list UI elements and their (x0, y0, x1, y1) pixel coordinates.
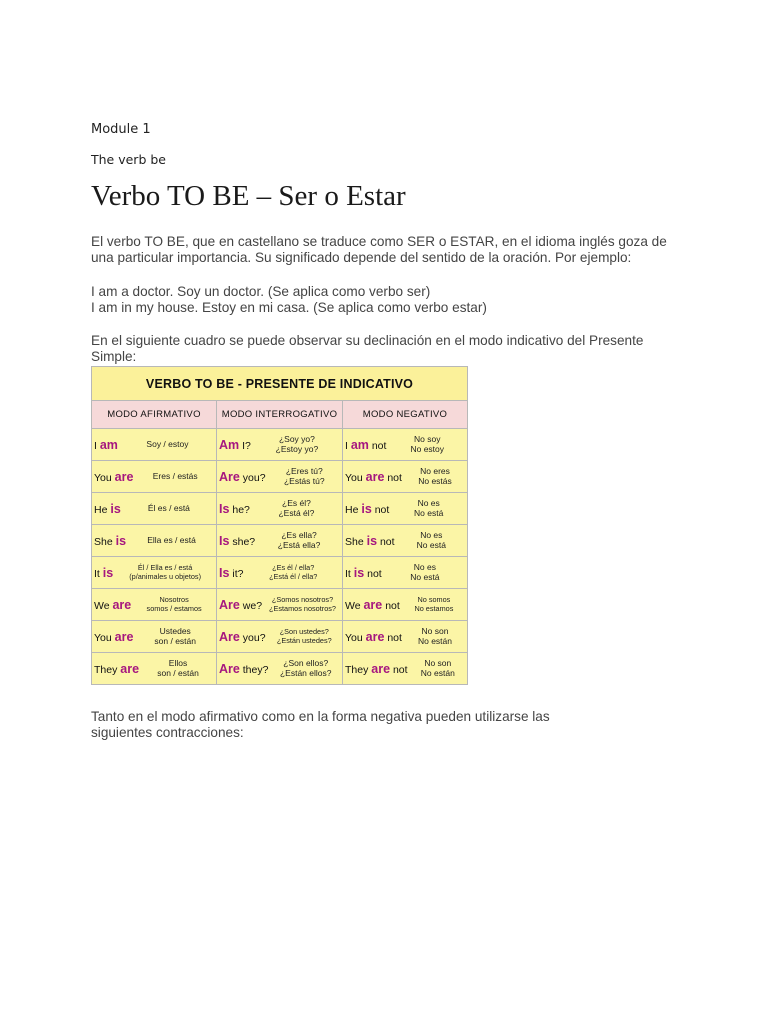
translation-line-1: Soy / estoy (146, 438, 189, 449)
subject: He (94, 503, 108, 516)
translation-line-1: ¿Soy yo? (278, 434, 315, 444)
affirmative-cell (92, 525, 217, 557)
translation-line-2: ¿Estás tú? (283, 475, 325, 486)
affirmative-cell (92, 429, 217, 461)
translation-line-2: ¿Está él / ella? (269, 571, 318, 581)
header-interrogative: MODO INTERROGATIVO (217, 401, 343, 429)
verb: Are (219, 661, 240, 676)
interrogative-cell (217, 493, 343, 525)
translation-line-1: Nosotros (159, 595, 189, 604)
negative-translation (403, 596, 465, 613)
negative-form (345, 502, 389, 516)
interrogative-form (219, 470, 266, 484)
translation-line-1: Ella es / está (147, 534, 196, 545)
negative-translation (392, 499, 465, 518)
negative-cell (343, 653, 468, 685)
negative-translation (411, 659, 465, 678)
interrogative-cell (217, 621, 343, 653)
interrogative-cell (217, 589, 343, 621)
table-row (92, 557, 468, 589)
table-row (92, 493, 468, 525)
interrogative-translation (254, 435, 340, 454)
translation-line-2: No estás (418, 475, 452, 486)
interrogative-cell (217, 653, 343, 685)
subject: It (94, 567, 100, 580)
interrogative-cell (217, 525, 343, 557)
translation-line-1: No eres (420, 466, 450, 476)
subject: He (345, 503, 359, 516)
interrogative-cell (217, 557, 343, 589)
affirmative-form (94, 662, 139, 676)
translation-line-2: No están (420, 667, 455, 678)
negation: not (367, 567, 382, 580)
verb: are (120, 661, 140, 676)
negative-form (345, 534, 395, 548)
negation: not (371, 439, 387, 452)
example-1: I am a doctor. Soy un doctor. (Se aplica como verbo ser) (91, 284, 431, 299)
negative-cell (343, 557, 468, 589)
affirmative-translation (136, 472, 214, 482)
translation-line-1: ¿Es él? (282, 498, 311, 508)
affirmative-cell (92, 621, 217, 653)
subject: She (94, 535, 113, 548)
verb: Am (219, 437, 240, 452)
translation-line-1: Ellos (168, 658, 188, 668)
subject: You (94, 631, 112, 644)
subject: we? (242, 599, 263, 612)
translation-line-2: No está (410, 571, 440, 582)
translation-line-1: ¿Es ella? (281, 530, 317, 540)
translation-line-2: No estamos (414, 603, 454, 613)
translation-line-1: ¿Son ustedes? (279, 627, 329, 636)
translation-line-1: ¿Son ellos? (283, 658, 329, 668)
negative-form (345, 470, 402, 484)
verb: is (110, 501, 121, 516)
subject: I? (242, 439, 251, 452)
affirmative-cell (92, 589, 217, 621)
page-title: Verbo TO BE – Ser o Estar (91, 180, 406, 212)
section-subtitle: The verb be (91, 152, 166, 167)
affirmative-form (94, 566, 113, 580)
interrogative-form (219, 630, 266, 644)
negative-form (345, 662, 408, 676)
verb: Is (219, 565, 230, 580)
translation-line-2: ¿Está él? (278, 507, 315, 518)
translation-line-2: (p/animales u objetos) (129, 571, 201, 581)
table-row (92, 589, 468, 621)
translation-line-1: No soy (414, 434, 441, 444)
negative-cell (343, 493, 468, 525)
affirmative-cell (92, 493, 217, 525)
interrogative-translation (269, 628, 340, 645)
verb: are (363, 597, 383, 612)
translation-line-1: No es (413, 562, 436, 572)
translation-line-1: Él es / está (147, 502, 190, 513)
translation-line-2: son / están (157, 667, 199, 678)
subject: We (345, 599, 361, 612)
negative-form (345, 438, 386, 452)
negative-form (345, 630, 402, 644)
negative-cell (343, 525, 468, 557)
verb: are (371, 661, 391, 676)
subject: It (345, 567, 351, 580)
affirmative-form (94, 534, 126, 548)
verb: Is (219, 501, 230, 516)
affirmative-translation (136, 627, 214, 646)
subject: They (345, 663, 369, 676)
negative-translation (405, 467, 465, 486)
negative-cell (343, 461, 468, 493)
examples-paragraph (91, 284, 691, 316)
negative-form (345, 598, 400, 612)
negation: not (379, 535, 395, 548)
interrogative-form (219, 534, 255, 548)
affirmative-translation (124, 504, 214, 514)
affirmative-cell (92, 557, 217, 589)
table-row (92, 429, 468, 461)
table-title-row (92, 367, 468, 401)
table-row (92, 621, 468, 653)
translation-line-2: ¿Estamos nosotros? (269, 603, 336, 613)
header-negative: MODO NEGATIVO (343, 401, 468, 429)
verb: is (353, 565, 365, 580)
negative-translation (398, 531, 465, 550)
verb: is (366, 533, 378, 548)
table-title: VERBO TO BE - PRESENTE DE INDICATIVO (92, 367, 468, 401)
negative-cell (343, 429, 468, 461)
affirmative-translation (129, 536, 214, 546)
verb: Are (219, 597, 240, 612)
example-2: I am in my house. Estoy en mi casa. (Se aplica como verbo estar) (91, 300, 487, 315)
verb: are (114, 629, 134, 644)
affirmative-form (94, 502, 121, 516)
translation-line-1: No son (421, 626, 449, 636)
negative-cell (343, 589, 468, 621)
table-header-row (92, 401, 468, 429)
interrogative-form (219, 566, 243, 580)
negation: not (385, 599, 400, 612)
verb: are (112, 597, 132, 612)
interrogative-form (219, 662, 268, 676)
verb: is (361, 501, 372, 516)
negative-form (345, 566, 382, 580)
affirmative-form (94, 598, 131, 612)
intro-paragraph: El verbo TO BE, que en castellano se traduce como SER o ESTAR, en el idioma inglés goza de una particular importancia. Su significado depende del sentido de la oración. Por ejemplo: (91, 234, 667, 265)
header-affirmative: MODO AFIRMATIVO (92, 401, 217, 429)
interrogative-translation (271, 659, 340, 678)
subject: She (345, 535, 364, 548)
verb: is (115, 533, 127, 548)
conjugation-table (91, 366, 468, 685)
closing-paragraph: Tanto en el modo afirmativo como en la forma negativa pueden utilizarse las siguientes contracciones: (91, 709, 550, 740)
affirmative-translation (121, 440, 214, 450)
translation-line-1: No son (424, 658, 452, 668)
translation-line-1: ¿Somos nosotros? (271, 595, 334, 604)
interrogative-cell (217, 461, 343, 493)
subject: You (345, 631, 363, 644)
translation-line-2: No estoy (410, 443, 445, 454)
verb: Are (219, 469, 240, 484)
subject: he? (232, 503, 250, 516)
subject: you? (242, 631, 266, 644)
subject: We (94, 599, 110, 612)
translation-line-2: somos / estamos (146, 603, 202, 613)
translation-line-1: Eres / estás (152, 470, 198, 481)
translation-line-1: ¿Es él / ella? (272, 563, 315, 572)
subject: they? (242, 663, 269, 676)
verb: are (365, 469, 385, 484)
translation-line-1: No es (417, 498, 440, 508)
interrogative-form (219, 598, 262, 612)
subject: I (345, 439, 348, 452)
negation: not (387, 631, 402, 644)
verb: Are (219, 629, 240, 644)
verb: are (365, 629, 385, 644)
subject: You (94, 471, 112, 484)
affirmative-translation (116, 564, 214, 581)
negation: not (387, 471, 402, 484)
interrogative-cell (217, 429, 343, 461)
translation-line-2: son / están (154, 635, 196, 646)
translation-line-2: No está (416, 539, 446, 550)
translation-line-1: No somos (417, 595, 451, 604)
module-label: Module 1 (91, 122, 151, 137)
subject: she? (232, 535, 256, 548)
verb: am (350, 437, 369, 452)
subject: it? (232, 567, 244, 580)
translation-line-1: ¿Eres tú? (285, 466, 323, 476)
interrogative-form (219, 438, 251, 452)
subject: They (94, 663, 118, 676)
subject: I (94, 439, 97, 452)
affirmative-form (94, 470, 133, 484)
affirmative-form (94, 438, 118, 452)
translation-line-2: ¿Están ustedes? (276, 635, 332, 645)
verb: am (99, 437, 118, 452)
translation-line-1: No es (420, 530, 443, 540)
negation: not (374, 503, 390, 516)
negative-translation (389, 435, 465, 454)
translation-line-2: No está (414, 507, 444, 518)
table-body (92, 429, 468, 685)
table-intro-paragraph: En el siguiente cuadro se puede observar su declinación en el modo indicativo del Presente Simple: (91, 333, 644, 364)
verb: is (102, 565, 114, 580)
subject: You (345, 471, 363, 484)
interrogative-form (219, 502, 250, 516)
verb: are (114, 469, 134, 484)
affirmative-cell (92, 461, 217, 493)
interrogative-translation (258, 531, 340, 550)
interrogative-translation (265, 596, 340, 613)
translation-line-2: ¿Estoy yo? (275, 443, 319, 454)
negative-translation (405, 627, 465, 646)
affirmative-translation (142, 659, 214, 678)
table-row (92, 653, 468, 685)
translation-line-1: Él / Ella es / está (137, 563, 193, 572)
translation-line-2: ¿Están ellos? (279, 667, 332, 678)
table-row (92, 461, 468, 493)
interrogative-translation (246, 564, 340, 581)
translation-line-2: ¿Está ella? (277, 539, 321, 550)
affirmative-translation (134, 596, 214, 613)
affirmative-form (94, 630, 133, 644)
subject: you? (242, 471, 266, 484)
negative-cell (343, 621, 468, 653)
interrogative-translation (269, 467, 340, 486)
verb: Is (219, 533, 230, 548)
negative-translation (385, 563, 465, 582)
table-row (92, 525, 468, 557)
affirmative-cell (92, 653, 217, 685)
translation-line-2: No están (417, 635, 452, 646)
interrogative-translation (253, 499, 340, 518)
negation: not (392, 663, 408, 676)
translation-line-1: Ustedes (159, 626, 191, 636)
